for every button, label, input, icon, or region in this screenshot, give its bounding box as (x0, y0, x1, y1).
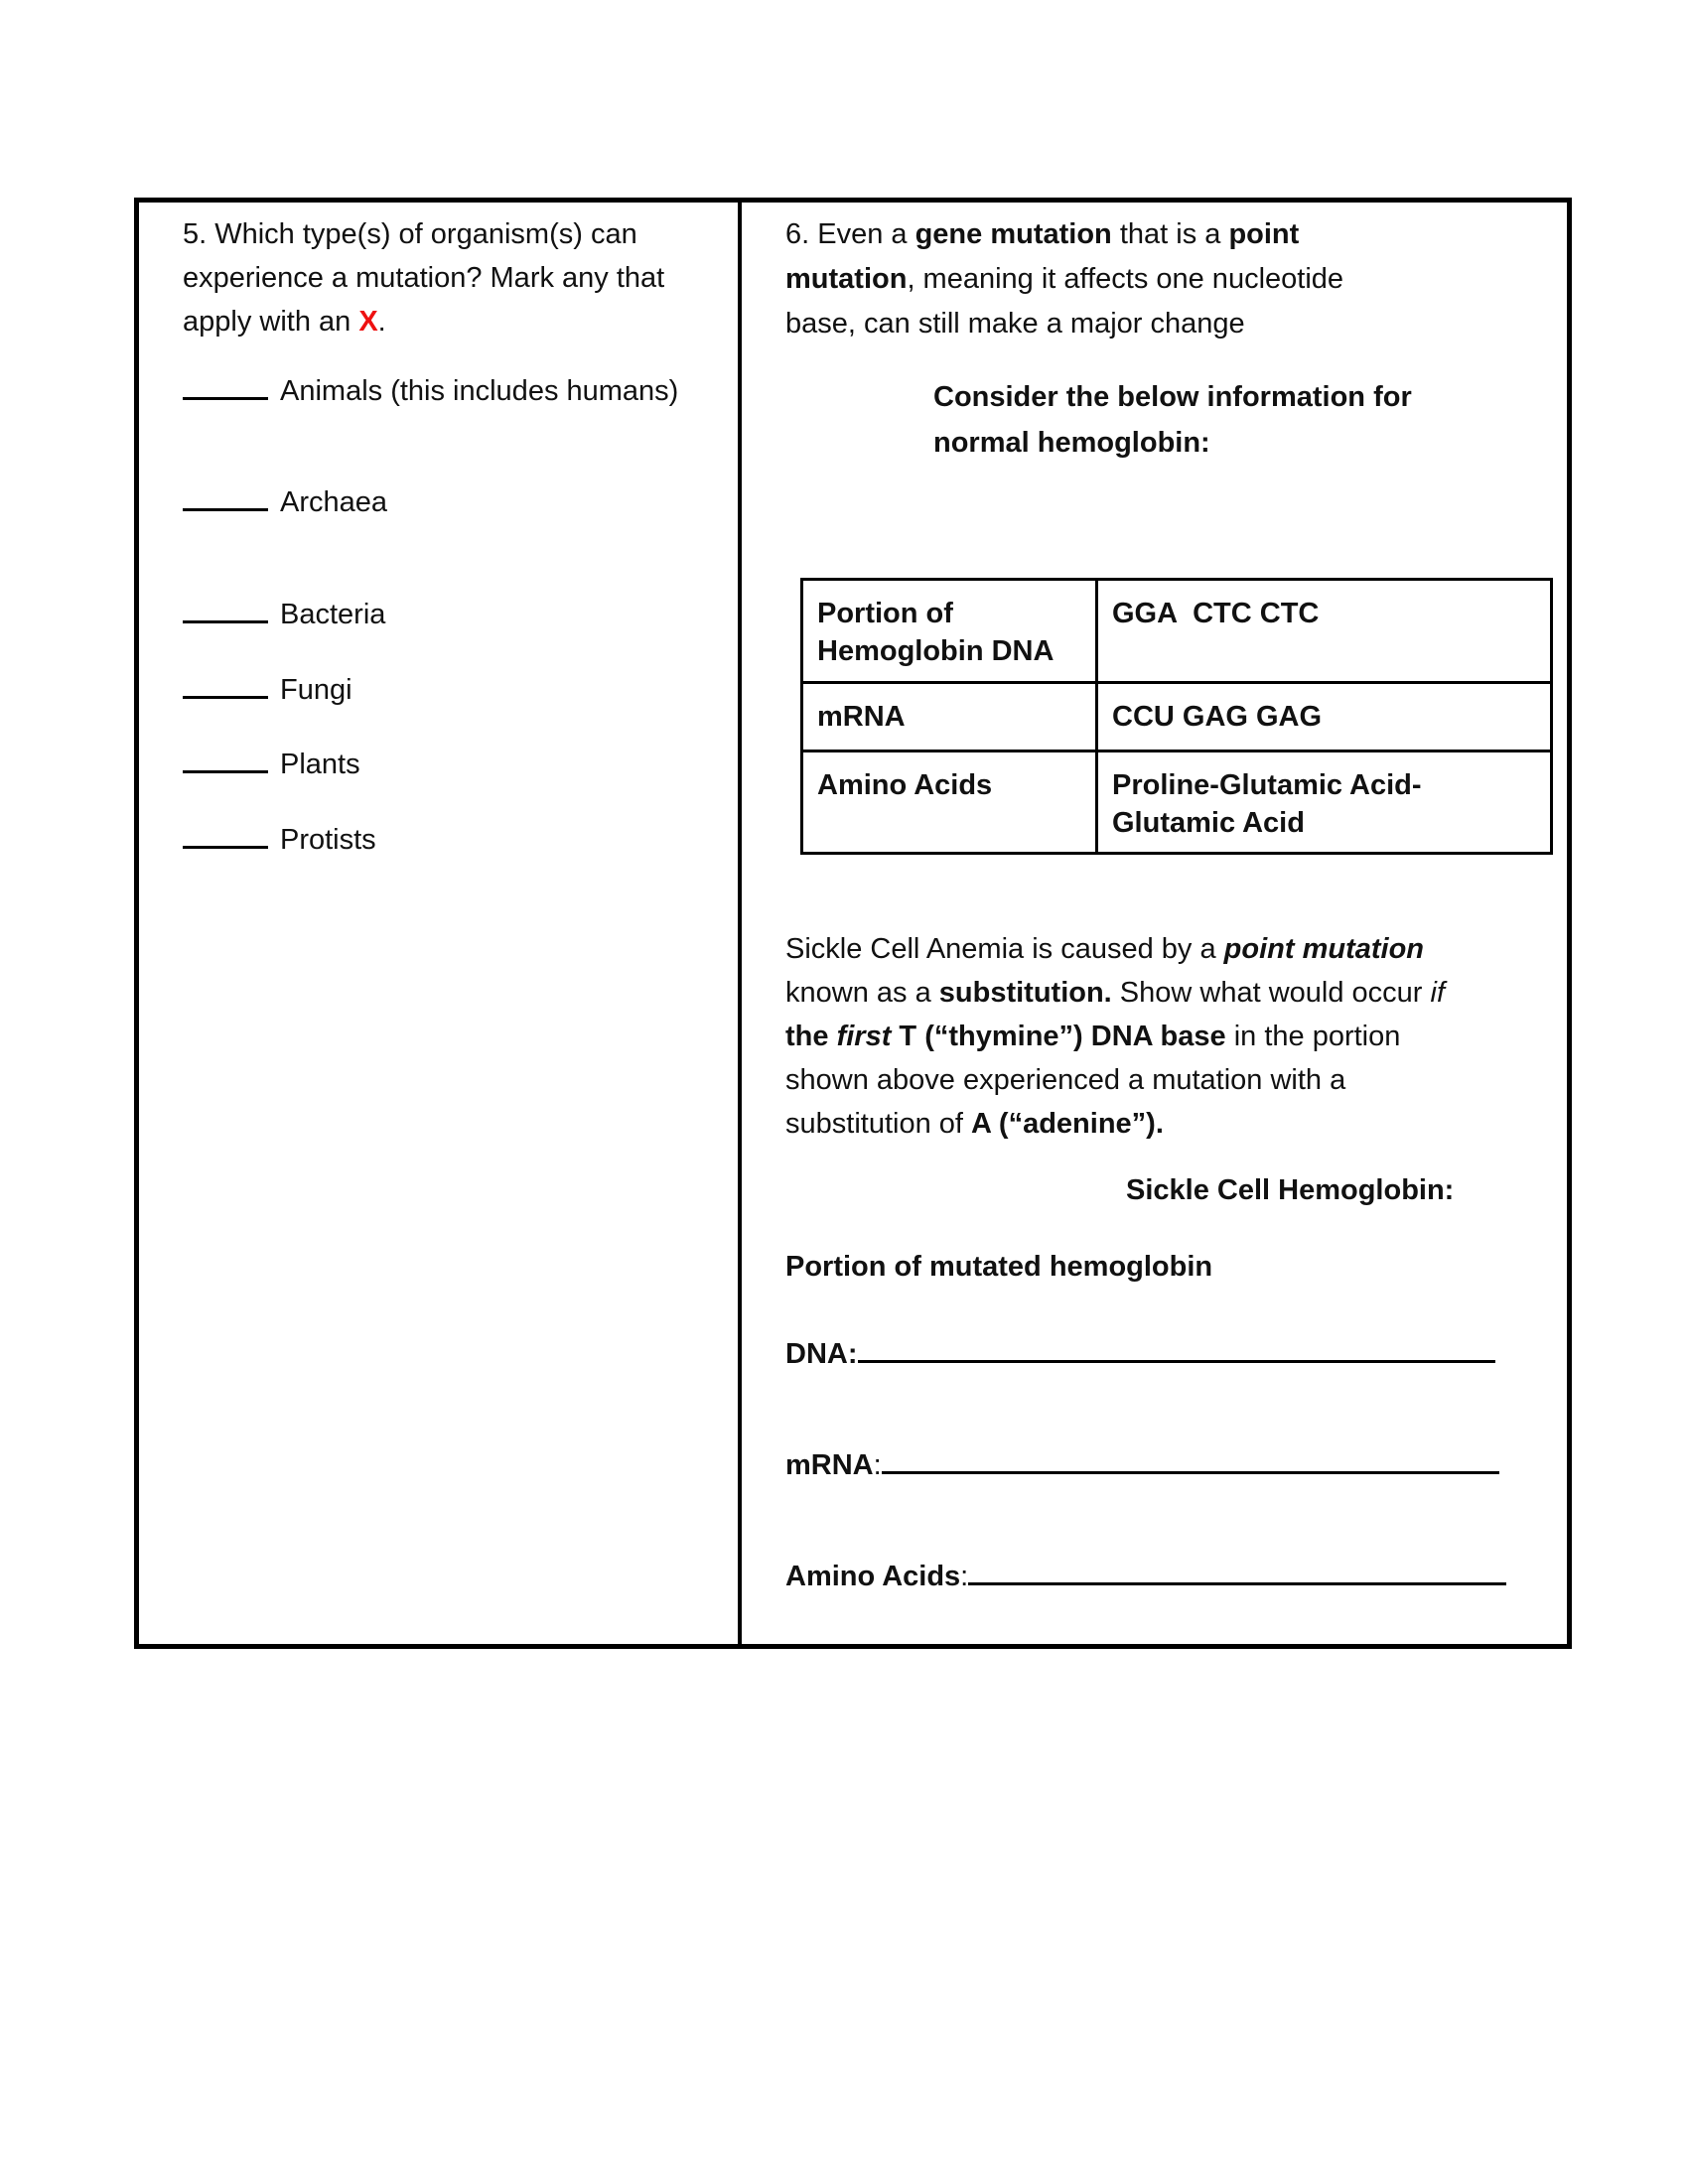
column-divider (738, 198, 742, 1649)
answer-blank[interactable] (183, 507, 268, 511)
option-label: Archaea (280, 486, 388, 518)
text: Sickle Cell Anemia is caused by a (785, 933, 1224, 965)
option-fungi[interactable] (183, 668, 352, 712)
text: T (“thymine”) DNA base (891, 1021, 1226, 1052)
text: substitution of (785, 1108, 971, 1140)
text: 6. Even a (785, 218, 915, 250)
q6-line-3: base, can still make a major change (785, 308, 1245, 340)
table-row (802, 751, 1552, 854)
row-value: GGA CTC CTC (1097, 580, 1552, 683)
text: point (1228, 218, 1300, 250)
dna-label: DNA: (785, 1338, 858, 1370)
table-row (802, 683, 1552, 751)
amino-answer-row (785, 1555, 1506, 1598)
q5-line-1: 5. Which type(s) of organism(s) can (183, 218, 637, 250)
answer-blank[interactable] (183, 845, 268, 849)
amino-label: Amino Acids (785, 1561, 961, 1592)
text: , meaning it affects one nucleotide (907, 263, 1344, 295)
q6-line-1 (785, 212, 1343, 257)
consider-heading (933, 374, 1412, 466)
row-label: Amino Acids (802, 751, 1097, 854)
row-label: Portion of Hemoglobin DNA (802, 580, 1097, 683)
q6-line-2 (785, 257, 1343, 302)
q5-line-3 (183, 300, 664, 343)
text: if (1430, 977, 1446, 1009)
row-value: Proline-Glutamic Acid-Glutamic Acid (1097, 751, 1552, 854)
para-line-4: shown above experienced a mutation with a (785, 1064, 1346, 1096)
row-value: CCU GAG GAG (1097, 683, 1552, 751)
text: first (836, 1021, 892, 1052)
text: that is a (1111, 218, 1229, 250)
x-mark: X (358, 306, 378, 338)
para-line-5 (785, 1102, 1445, 1146)
colon: : (873, 1449, 882, 1481)
sickle-cell-heading: Sickle Cell Hemoglobin: (1126, 1174, 1455, 1206)
text: Show what would occur (1111, 977, 1431, 1009)
consider-line-1: Consider the below information for (933, 381, 1412, 413)
colon: : (960, 1561, 969, 1592)
mutated-heading: Portion of mutated hemoglobin (785, 1251, 1213, 1283)
option-label: Protists (280, 824, 376, 856)
option-archaea[interactable] (183, 480, 387, 524)
sickle-cell-paragraph (785, 927, 1445, 1146)
q6-intro (785, 212, 1343, 346)
mrna-answer-row (785, 1443, 1499, 1487)
text: gene mutation (914, 218, 1112, 250)
para-line-2 (785, 971, 1445, 1015)
option-label: Bacteria (280, 599, 386, 630)
text: in the portion (1225, 1021, 1401, 1052)
answer-blank[interactable] (183, 396, 268, 400)
mrna-answer-line[interactable] (882, 1470, 1499, 1474)
dna-answer-row (785, 1332, 1495, 1376)
para-line-3 (785, 1015, 1445, 1058)
amino-answer-line[interactable] (968, 1581, 1506, 1585)
table-row (802, 580, 1552, 683)
option-label: Plants (280, 749, 360, 780)
text: substitution. (938, 977, 1112, 1009)
hemoglobin-table (800, 578, 1553, 855)
text: A (“adenine”). (971, 1108, 1164, 1140)
option-label: Fungi (280, 674, 352, 706)
period: . (377, 306, 386, 338)
option-label: Animals (this includes humans) (280, 375, 679, 407)
option-animals[interactable] (183, 369, 678, 413)
text: known as a (785, 977, 939, 1009)
q5-prompt (183, 212, 664, 343)
consider-line-2: normal hemoglobin: (933, 427, 1210, 459)
dna-answer-line[interactable] (858, 1359, 1495, 1363)
row-label: mRNA (802, 683, 1097, 751)
answer-blank[interactable] (183, 769, 268, 773)
text: point mutation (1223, 933, 1424, 965)
option-protists[interactable] (183, 818, 376, 862)
option-plants[interactable] (183, 743, 360, 786)
q5-line-2: experience a mutation? Mark any that (183, 262, 665, 294)
q5-line-3-text: apply with an (183, 306, 359, 338)
para-line-1 (785, 927, 1445, 971)
mrna-label: mRNA (785, 1449, 874, 1481)
option-bacteria[interactable] (183, 593, 385, 636)
text: the (785, 1021, 837, 1052)
answer-blank[interactable] (183, 695, 268, 699)
answer-blank[interactable] (183, 619, 268, 623)
text: mutation (785, 263, 908, 295)
